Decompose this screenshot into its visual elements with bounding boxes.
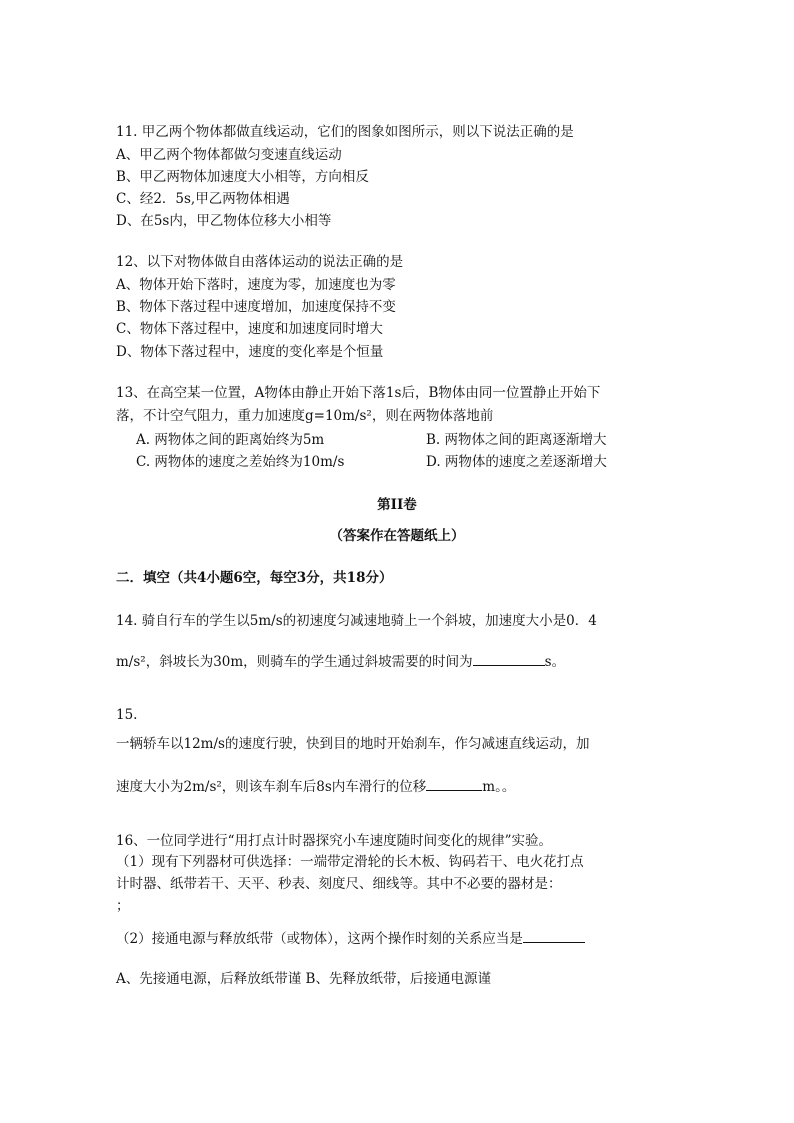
q15-number: 15. [116,707,138,723]
q11-option-c: C、经2．5s,甲乙两物体相遇 [116,191,290,207]
q16-part1-line2: 计时器、纸带若干、天平、秒表、刻度尺、细线等。其中不必要的器材是： [116,876,562,892]
q15-unit: m。。 [482,779,516,795]
q15-line2 [116,777,515,796]
q12-option-c: C、物体下落过程中，速度和加速度同时增大 [116,321,383,337]
q15-answer-blank [426,777,482,791]
q13-stem-line2: 落，不计空气阻力，重力加速度g=10m/s²，则在两物体落地前 [116,408,494,424]
q14-unit: s。 [544,654,566,670]
q11-option-b: B、甲乙两物体加速度大小相等，方向相反 [116,169,369,185]
q16-part2 [116,929,585,948]
q11-option-a: A、甲乙两个物体都做匀变速直线运动 [116,147,342,163]
part2-subtitle: （答案作在答题纸上） [329,528,465,544]
q16-answer-blank [523,929,585,943]
q12-option-a: A、物体开始下落时，速度为零，加速度也为零 [116,277,396,293]
q16-part2-options: A、先接通电源，后释放纸带谨 B、先释放纸带，后接通电源谨 [116,971,491,987]
q12-option-b: B、物体下落过程中速度增加，加速度保持不变 [116,299,396,315]
q13-option-d: D. 两物体的速度之差逐渐增大 [426,454,607,470]
q11-option-d: D、在5s内，甲乙物体位移大小相等 [116,213,332,229]
q14-line2-text: m/s²，斜坡长为30m，则骑车的学生通过斜坡需要的时间为 [116,654,473,670]
q13-option-b: B. 两物体之间的距离逐渐增大 [426,432,607,448]
part2-title: 第II卷 [377,497,417,513]
q12-option-d: D、物体下落过程中，速度的变化率是个恒量 [116,344,384,360]
q12-stem: 12、以下对物体做自由落体运动的说法正确的是 [116,254,404,270]
q16-part2-text: （2）接通电源与释放纸带（或物体），这两个操作时刻的关系应当是 [116,931,523,947]
q14-line2 [116,652,565,671]
q16-part1-line3: ； [116,898,130,914]
q14-answer-blank [473,652,545,666]
q13-stem-line1: 13、在高空某一位置，A物体由静止开始下落1s后，B物体由同一位置静止开始下 [116,385,601,401]
q13-option-a: A. 两物体之间的距离始终为5m [136,432,325,448]
q15-line1: 一辆轿车以12m/s的速度行驶，快到目的地时开始刹车，作匀减速直线运动，加 [116,736,590,752]
q13-option-c: C. 两物体的速度之差始终为10m/s [136,454,345,470]
q14-line1: 14. 骑自行车的学生以5m/s的初速度匀减速地骑上一个斜坡，加速度大小是0．4 [116,613,597,629]
q16-stem: 16、一位同学进行“用打点计时器探究小车速度随时间变化的规律”实验。 [116,833,552,849]
q15-line2-text: 速度大小为2m/s²，则该车刹车后8s内车滑行的位移 [116,779,427,795]
section-heading: 二．填空（共4小题6空，每空3分，共18分） [116,570,393,586]
q11-stem: 11. 甲乙两个物体都做直线运动，它们的图象如图所示，则以下说法正确的是 [116,124,574,140]
q16-part1-line1: （1）现有下列器材可供选择：一端带定滑轮的长木板、钩码若干、电火花打点 [116,854,584,870]
